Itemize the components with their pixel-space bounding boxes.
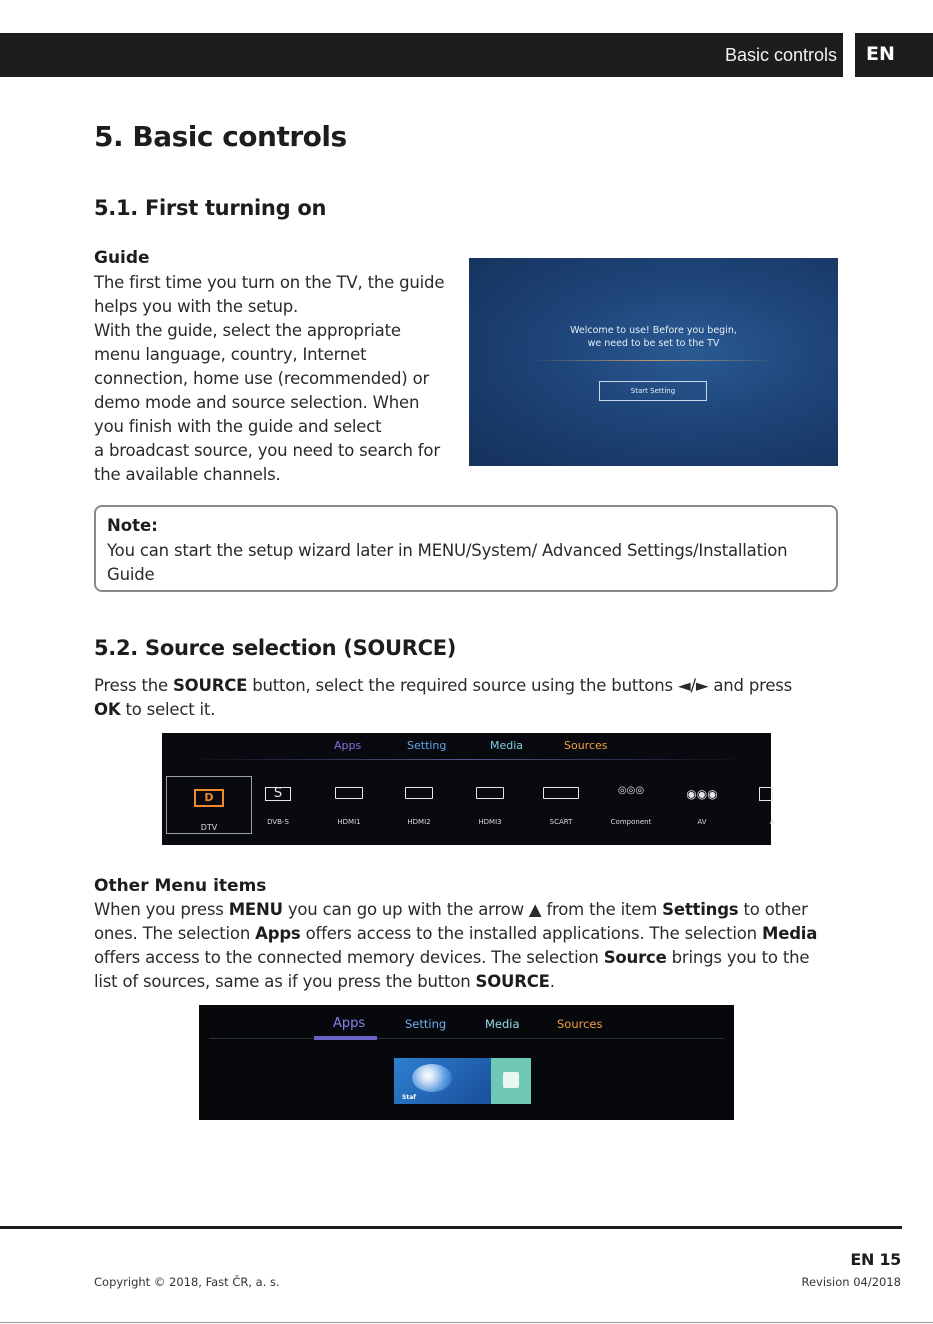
source-label: HDMI3 <box>478 818 502 826</box>
hdmi-icon <box>335 787 363 799</box>
source-item-partial <box>737 775 807 835</box>
source-item-scart <box>526 775 596 835</box>
guide-line: you finish with the guide and select <box>94 417 382 436</box>
source-paragraph <box>94 674 854 722</box>
tab-setting: Setting <box>407 739 447 752</box>
source-item-hdmi1 <box>314 775 384 835</box>
other-line: When you press MENU you can go up with the arrow ▲ from the item Settings to other <box>94 900 808 919</box>
source-label: AV <box>697 818 707 826</box>
copyright-text: Copyright © 2018, Fast ČR, a. s. <box>94 1275 280 1289</box>
header-bar <box>0 33 843 77</box>
active-tab-indicator <box>314 1036 377 1040</box>
other-menu-paragraph <box>94 898 854 994</box>
guide-line: The first time you turn on the TV, the guide <box>94 273 445 292</box>
other-line: list of sources, same as if you press the button SOURCE. <box>94 972 555 991</box>
revision-text: Revision 04/2018 <box>801 1275 901 1289</box>
footer-divider <box>0 1226 902 1229</box>
page-bottom-edge <box>0 1322 933 1323</box>
source-item-av <box>667 775 737 835</box>
start-setting-button: Start Setting <box>599 381 707 401</box>
menu-divider <box>182 759 751 760</box>
source-item-dvbs <box>243 775 313 835</box>
welcome-line: Welcome to use! Before you begin, <box>570 325 737 336</box>
guide-line: With the guide, select the appropriate <box>94 321 401 340</box>
header-section-title: Basic controls <box>724 45 837 65</box>
welcome-line: we need to be set to the TV <box>587 338 720 349</box>
menu-divider <box>209 1038 724 1039</box>
apps-menu-screenshot <box>199 1005 734 1120</box>
language-label: EN <box>866 43 895 65</box>
dvbs-icon: S <box>265 787 291 801</box>
tab-sources: Sources <box>564 739 608 752</box>
tab-apps: Apps <box>334 739 362 752</box>
language-badge <box>855 33 933 77</box>
source-item-component <box>596 775 666 835</box>
guide-paragraph <box>94 271 464 487</box>
app-tile-caption: Staf <box>402 1094 416 1101</box>
welcome-message <box>469 324 838 350</box>
source-line: OK to select it. <box>94 700 216 719</box>
tab-sources: Sources <box>557 1017 603 1031</box>
source-menu-screenshot <box>162 733 775 845</box>
monitor-icon <box>759 787 773 801</box>
source-item-hdmi3 <box>455 775 525 835</box>
source-line: Press the SOURCE button, select the required source using the buttons ◄/► and press <box>94 676 793 695</box>
source-label: SCART <box>549 818 573 826</box>
tab-media: Media <box>490 739 524 752</box>
note-line: You can start the setup wizard later in MENU/System/ Advanced Settings/Installation <box>107 541 788 560</box>
other-menu-heading: Other Menu items <box>94 876 267 896</box>
tab-apps: Apps <box>333 1016 366 1031</box>
note-text <box>107 539 826 587</box>
welcome-divider <box>529 360 778 361</box>
globe-icon <box>412 1064 452 1092</box>
source-label: DTV <box>200 823 218 832</box>
source-label: DVB-S <box>267 818 289 826</box>
source-item-hdmi2 <box>384 775 454 835</box>
guide-line: a broadcast source, you need to search for <box>94 441 440 460</box>
guide-line: helps you with the setup. <box>94 297 299 316</box>
source-label: HDMI2 <box>407 818 431 826</box>
section-heading-5-2: 5.2. Source selection (SOURCE) <box>94 636 457 660</box>
source-item-dtv <box>166 776 252 834</box>
guide-line: the available channels. <box>94 465 281 484</box>
source-label: Component <box>610 818 652 826</box>
app-tile-browser <box>394 1058 491 1104</box>
chapter-title: 5. Basic controls <box>94 120 347 153</box>
note-title: Note: <box>107 516 158 535</box>
note-box <box>94 505 838 592</box>
hdmi-icon <box>405 787 433 799</box>
usb-drive-icon <box>503 1072 519 1088</box>
other-line: offers access to the connected memory devices. The selection Source brings you to the <box>94 948 810 967</box>
tab-media: Media <box>485 1017 520 1031</box>
guide-line: menu language, country, Internet <box>94 345 367 364</box>
section-heading-5-1: 5.1. First turning on <box>94 196 327 220</box>
page-number: EN 15 <box>850 1250 901 1269</box>
app-tile-usb <box>491 1058 531 1104</box>
dtv-icon: D <box>194 789 224 807</box>
av-icon: ◉◉◉ <box>686 787 718 801</box>
guide-line: connection, home use (recommended) or <box>94 369 430 388</box>
hdmi-icon <box>476 787 504 799</box>
welcome-screen-image <box>469 258 838 466</box>
guide-subheading: Guide <box>94 248 150 268</box>
guide-line: demo mode and source selection. When <box>94 393 420 412</box>
source-label: A <box>769 818 775 826</box>
scart-icon <box>543 787 579 799</box>
source-label: HDMI1 <box>337 818 361 826</box>
component-icon: ◎◎◎ <box>617 785 645 796</box>
tab-setting: Setting <box>405 1017 447 1031</box>
note-line: Guide <box>107 565 155 584</box>
other-line: ones. The selection Apps offers access to the installed applications. The selection Media <box>94 924 818 943</box>
